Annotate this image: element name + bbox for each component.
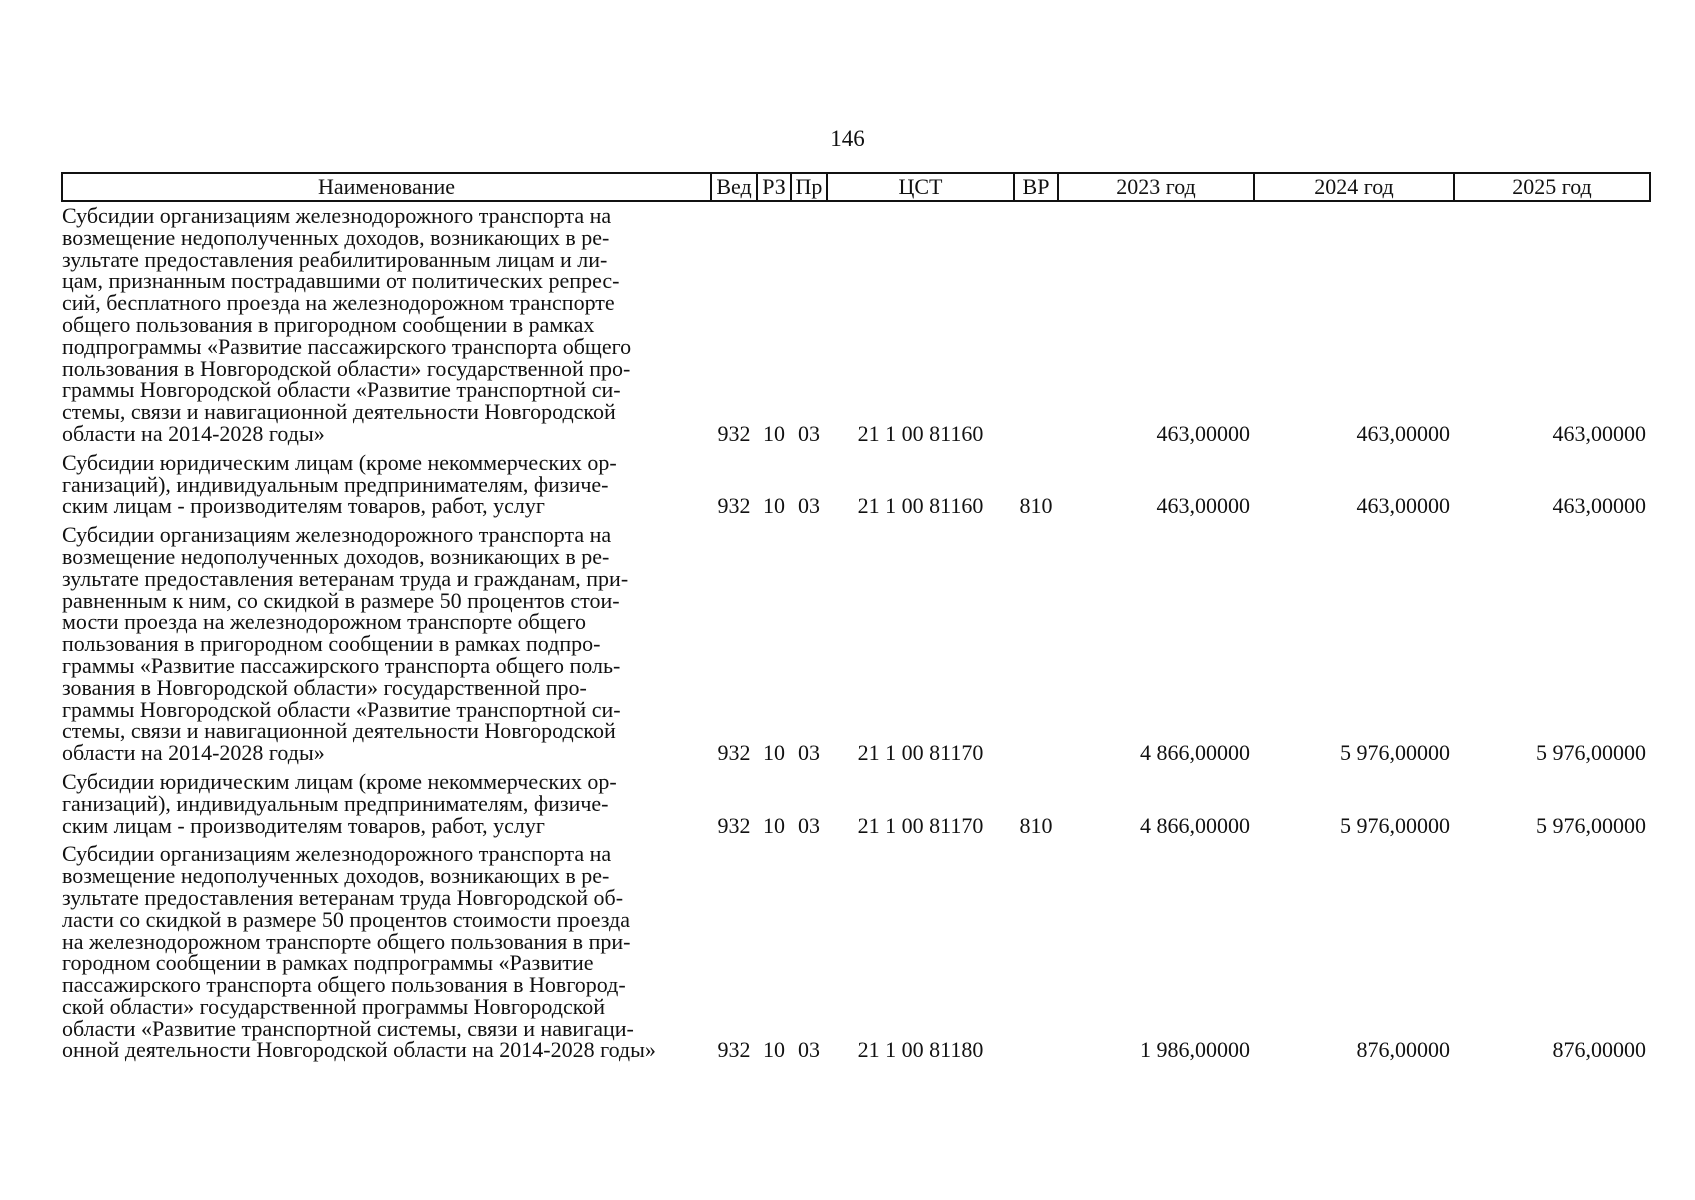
name-line: пользования в пригородном сообщении в рамках подпро- xyxy=(62,631,601,657)
name-line: онной деятельности Новгородской области на 2014-2028 годы» xyxy=(62,1037,656,1063)
name-line: общего пользования в пригородном сообщении в рамках xyxy=(62,311,595,337)
header-2023: 2023 год xyxy=(1058,173,1254,201)
name-line: области «Развитие транспортной системы, связи и навигаци- xyxy=(62,1015,634,1041)
cell-name xyxy=(62,449,711,521)
page-number: 146 xyxy=(830,126,865,151)
name-line: сий, бесплатного проезда на железнодорожном транспорте xyxy=(62,290,615,316)
cell-pr: 03 xyxy=(798,812,820,838)
cell-ved: 932 xyxy=(717,493,751,519)
header-cst: ЦСТ xyxy=(827,173,1014,201)
name-line: возмещение недополученных доходов, возникающих в ре- xyxy=(62,224,610,250)
table-row xyxy=(62,201,1650,449)
cell-name xyxy=(62,521,711,768)
budget-table xyxy=(61,172,1651,1065)
table-body xyxy=(62,201,1650,1065)
cell-2025: 5 976,00000 xyxy=(1536,740,1646,766)
cell-2024: 876,00000 xyxy=(1356,1037,1450,1063)
name-line: стемы, связи и навигационной деятельности Новгородской xyxy=(62,718,616,744)
name-line: Субсидии организациям железнодорожного транспорта на xyxy=(62,203,612,228)
cell-2023: 463,00000 xyxy=(1156,420,1250,446)
cell-2023: 463,00000 xyxy=(1156,493,1250,519)
cell-2025: 463,00000 xyxy=(1552,493,1646,519)
cell-vr xyxy=(1014,840,1058,1065)
cell-cst: 21 1 00 81170 xyxy=(857,740,984,766)
header-pr: Пр xyxy=(791,173,827,201)
cell-2023: 4 866,00000 xyxy=(1140,740,1250,766)
name-line: ским лицам - производителям товаров, работ, услуг xyxy=(62,493,545,519)
cell-2024: 463,00000 xyxy=(1356,493,1450,519)
name-line: городном сообщении в рамках подпрограммы «Развитие xyxy=(62,950,594,976)
cell-2023: 1 986,00000 xyxy=(1140,1037,1250,1063)
cell-vr: 810 xyxy=(1019,812,1053,838)
cell-cst: 21 1 00 81160 xyxy=(857,420,984,446)
name-line: Субсидии юридическим лицам (кроме некоммерческих ор- xyxy=(62,768,617,794)
cell-pr: 03 xyxy=(798,740,820,766)
cell-rz: 10 xyxy=(763,812,785,838)
cell-vr: 810 xyxy=(1019,493,1053,519)
table-row xyxy=(62,521,1650,768)
cell-cst: 21 1 00 81180 xyxy=(857,1037,984,1063)
cell-rz: 10 xyxy=(763,740,785,766)
name-line: возмещение недополученных доходов, возникающих в ре- xyxy=(62,543,610,569)
name-line: пассажирского транспорта общего пользования в Новгород- xyxy=(62,972,626,998)
name-line: области на 2014-2028 годы» xyxy=(62,420,325,446)
header-vr: ВР xyxy=(1014,173,1058,201)
cell-2025: 463,00000 xyxy=(1552,420,1646,446)
cell-ved: 932 xyxy=(717,420,751,446)
name-line: Субсидии организациям железнодорожного транспорта на xyxy=(62,522,612,548)
cell-name xyxy=(62,840,711,1065)
cell-name xyxy=(62,201,711,449)
header-2025: 2025 год xyxy=(1454,173,1650,201)
cell-ved: 932 xyxy=(717,812,751,838)
name-line: зультате предоставления ветеранам труда Новгородской об- xyxy=(62,884,624,910)
cell-2024: 5 976,00000 xyxy=(1340,740,1450,766)
name-line: зультате предоставления реабилитированным лицам и ли- xyxy=(62,246,608,272)
name-line: Субсидии организациям железнодорожного транспорта на xyxy=(62,841,612,867)
header-rz: РЗ xyxy=(757,173,791,201)
header-name: Наименование xyxy=(62,173,711,201)
name-line: граммы Новгородской области «Развитие транспортной си- xyxy=(62,696,621,722)
table-header-row xyxy=(62,173,1650,201)
cell-cst: 21 1 00 81160 xyxy=(857,493,984,519)
header-2024: 2024 год xyxy=(1254,173,1454,201)
name-line: зультате предоставления ветеранам труда и гражданам, при- xyxy=(62,565,629,591)
cell-2024: 5 976,00000 xyxy=(1340,812,1450,838)
cell-2025: 876,00000 xyxy=(1552,1037,1646,1063)
name-line: стемы, связи и навигационной деятельности Новгородской xyxy=(62,399,616,425)
cell-vr xyxy=(1014,521,1058,768)
name-line: граммы Новгородской области «Развитие транспортной си- xyxy=(62,377,621,403)
name-line: возмещение недополученных доходов, возникающих в ре- xyxy=(62,863,610,889)
cell-vr xyxy=(1014,201,1058,449)
name-line: равненным к ним, со скидкой в размере 50 процентов стои- xyxy=(62,587,620,613)
name-line: зования в Новгородской области» государственной про- xyxy=(62,674,587,700)
name-line: ласти со скидкой в размере 50 процентов стоимости проезда xyxy=(62,906,631,932)
cell-pr: 03 xyxy=(798,493,820,519)
name-line: ганизаций), индивидуальным предпринимателям, физиче- xyxy=(62,471,609,497)
cell-2024: 463,00000 xyxy=(1356,420,1450,446)
name-line: подпрограммы «Развитие пассажирского транспорта общего xyxy=(62,333,632,359)
name-line: граммы «Развитие пассажирского транспорта общего поль- xyxy=(62,652,621,678)
name-line: ганизаций), индивидуальным предпринимателям, физиче- xyxy=(62,790,609,816)
name-line: цам, признанным пострадавшими от политических репрес- xyxy=(62,268,620,294)
cell-2023: 4 866,00000 xyxy=(1140,812,1250,838)
cell-rz: 10 xyxy=(763,1037,785,1063)
cell-ved: 932 xyxy=(717,1037,751,1063)
cell-pr: 03 xyxy=(798,1037,820,1063)
name-line: ским лицам - производителям товаров, работ, услуг xyxy=(62,812,545,838)
table-row xyxy=(62,840,1650,1065)
cell-2025: 5 976,00000 xyxy=(1536,812,1646,838)
name-line: мости проезда на железнодорожном транспорте общего xyxy=(62,609,587,635)
cell-cst: 21 1 00 81170 xyxy=(857,812,984,838)
cell-rz: 10 xyxy=(763,493,785,519)
cell-ved: 932 xyxy=(717,740,751,766)
name-line: на железнодорожном транспорте общего пользования в при- xyxy=(62,928,631,954)
table-row xyxy=(62,768,1650,840)
name-line: области на 2014-2028 годы» xyxy=(62,740,325,766)
cell-name xyxy=(62,768,711,840)
name-line: ской области» государственной программы Новгородской xyxy=(62,993,606,1019)
table-row xyxy=(62,449,1650,521)
name-line: Субсидии юридическим лицам (кроме некоммерческих ор- xyxy=(62,449,617,475)
header-ved: Вед xyxy=(711,173,757,201)
cell-rz: 10 xyxy=(763,420,785,446)
name-line: пользования в Новгородской области» государственной про- xyxy=(62,355,631,381)
cell-pr: 03 xyxy=(798,420,820,446)
